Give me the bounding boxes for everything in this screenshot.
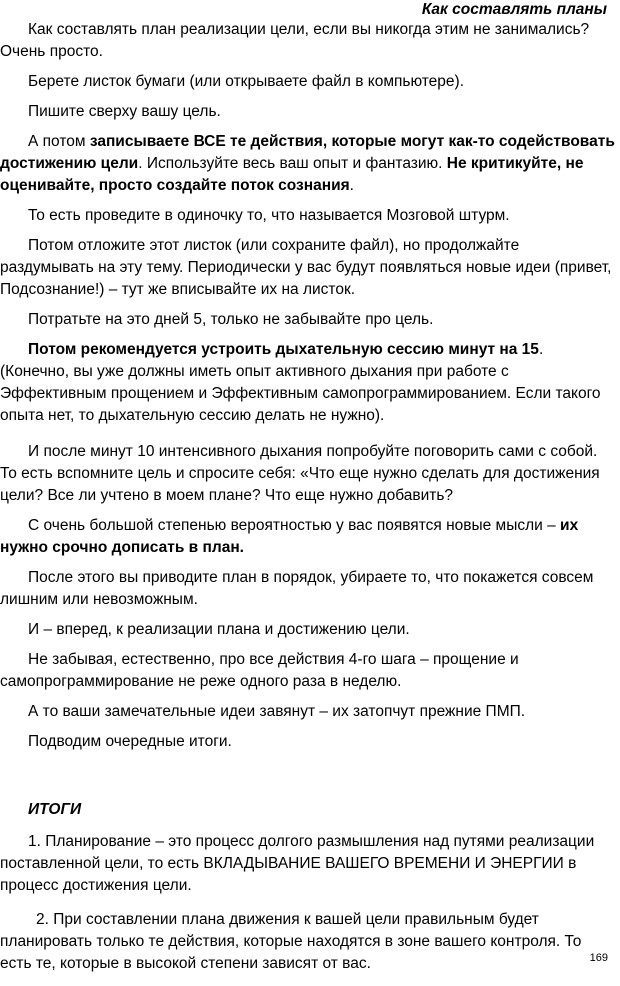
paragraph-11: После этого вы приводите план в порядок, убираете то, что покажется совсем лишним или невозможным. [0,569,594,608]
p4-text-e: . [349,177,354,194]
summary-item-2: 2. При составлении плана движения к вашей цели правильным будет планировать только те действия, которые находятся в зоне вашего контроля. То есть те, которые в высокой степени зависят от вас. [0,911,582,972]
paragraph-12: И – вперед, к реализации плана и достижению цели. [28,621,410,638]
paragraph-1: Как составлять план реализации цели, если вы никогда этим не занимались? Очень просто. [0,21,590,60]
summary-item-1: 1. Планирование – это процесс долгого размышления над путями реализации поставленной цели, то есть ВКЛАДЫВАНИЕ ВАШЕГО ВРЕМЕНИ И ЭНЕРГИИ в процесс достижения цели. [0,833,595,894]
paragraph-2: Берете листок бумаги (или открываете файл в компьютере). [28,73,465,90]
p4-bold-b: записываете ВСЕ те действия, которые могут как-то содействовать достижению цели [0,133,615,172]
paragraph-3: Пишите сверху вашу цель. [28,103,221,120]
running-header: Как составлять планы [421,1,607,18]
paragraph-14: А то ваши замечательные идеи завянут – их затопчут прежние ПМП. [28,703,526,720]
paragraph-7: Потратьте на это дней 5, только не забывайте про цель. [28,311,434,328]
paragraph-8 [0,339,616,427]
paragraph-4 [0,131,616,197]
p8-bold-a: Потом рекомендуется устроить дыхательную сессию минут на 15 [28,341,539,358]
paragraph-5: То есть проведите в одиночку то, что называется Мозговой штурм. [28,207,510,224]
paragraph-15: Подводим очередные итоги. [28,733,232,750]
page-number: 169 [589,952,608,964]
paragraph-13: Не забывая, естественно, про все действия 4-го шага – прощение и самопрограммирование не реже одного раза в неделю. [0,651,519,690]
p10-bold-b: их нужно срочно дописать в план. [0,517,579,556]
paragraph-6: Потом отложите этот листок (или сохраните файл), но продолжайте раздумывать на эту тему. Периодически у вас будут появляться новые идеи (привет, Подсознание!) – тут же вписывайте их на листок. [0,237,612,298]
p8-text-b: . (Конечно, вы уже должны иметь опыт активного дыхания при работе с Эффективным прощением и Эффективным самопрограммированием. Если такого опыта нет, то дыхательную сессию делать не нужно). [0,341,601,424]
p4-text-a: А потом [28,133,90,150]
p10-text-a: С очень большой степенью вероятностью у вас появятся новые мысли – [28,517,561,534]
summary-heading: ИТОГИ [28,801,82,818]
paragraph-9: И после минут 10 интенсивного дыхания попробуйте поговорить сами с собой. То есть вспомните цель и спросите себя: «Что еще нужно сделать для достижения цели? Все ли учтено в моем плане? Что еще нужно добавить? [0,443,600,504]
paragraph-10 [0,515,616,559]
body-text [0,19,616,986]
p4-text-c: . Используйте весь ваш опыт и фантазию. [138,155,447,172]
p4-bold-d: Не критикуйте, не оценивайте, просто создайте поток сознания [0,155,584,194]
